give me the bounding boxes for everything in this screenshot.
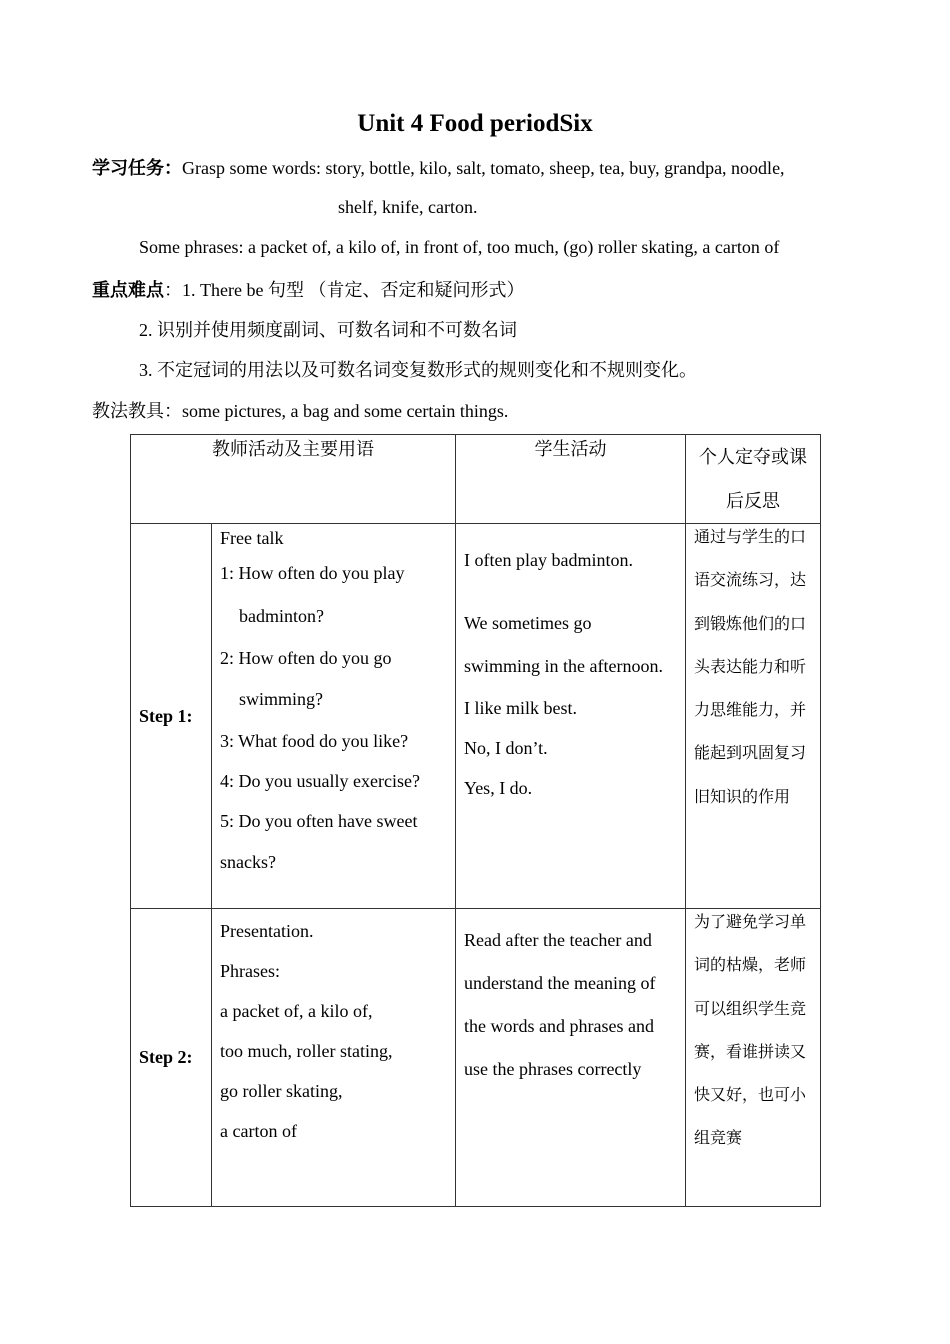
step-2-teacher-line: a packet of, a kilo of, [220, 1001, 373, 1021]
step-2-teacher-line: a carton of [220, 1121, 297, 1141]
step-1-teacher-line: 2: How often do you go [220, 648, 392, 668]
tasks-label: 学习任务： [92, 158, 182, 178]
tasks-phrases: Some phrases: a packet of, a kilo of, in front of, too much, (go) roller skating, a carton of [139, 237, 780, 257]
step-1-student-line: I often play badminton. [464, 550, 633, 570]
lesson-plan-table [130, 434, 821, 1207]
step-1-teacher-line: swimming? [239, 689, 323, 709]
step-1-teacher-cell [212, 524, 456, 909]
table-header-row [131, 435, 821, 524]
step-1-teacher-line: 4: Do you usually exercise? [220, 771, 420, 791]
key-point-1: 1. There be 句型 （肯定、否定和疑问形式） [182, 280, 525, 300]
step-1-student-cell [456, 524, 686, 909]
step-1-note: 通过与学生的口语交流练习，达到锻炼他们的口头表达能力和听力思维能力，并能起到巩固复习旧知识的作用 [694, 529, 807, 806]
step-1-student-line: swimming in the afternoon. [464, 656, 663, 676]
tools-line [92, 397, 508, 423]
key-points-label: 重点难点 [92, 280, 164, 300]
step-2-student-cell [456, 909, 686, 1207]
step-2-note-cell [686, 909, 821, 1207]
tasks-words-continued: shelf, knife, carton. [338, 197, 478, 217]
step-1-student-line: No, I don’t. [464, 738, 548, 758]
step-1-teacher-line: badminton? [239, 606, 324, 626]
step-1-student-line: We sometimes go [464, 613, 592, 633]
tasks-words: Grasp some words: story, bottle, kilo, salt, tomato, sheep, tea, buy, grandpa, noodle, [182, 158, 785, 178]
page-title: Unit 4 Food periodSix [357, 110, 593, 137]
header-reflection-line2: 后反思 [726, 491, 780, 511]
header-reflection-line1: 个人定夺或课 [699, 447, 807, 467]
step-2-student-line: Read after the teacher and [464, 930, 652, 950]
step-1-teacher-line: 1: How often do you play [220, 563, 405, 583]
key-points-line1 [92, 276, 524, 302]
step-1-teacher-line: 5: Do you often have sweet [220, 811, 418, 831]
step-1-teacher-line: Free talk [220, 528, 284, 548]
step-2-teacher-line: go roller skating, [220, 1081, 343, 1101]
step-2-note: 为了避免学习单词的枯燥，老师可以组织学生竞赛，看谁拼读又快又好，也可小组竞赛 [694, 914, 807, 1148]
step-2-label: Step 2: [131, 909, 212, 1207]
header-teacher-activity: 教师活动及主要用语 [131, 435, 456, 524]
step-2-teacher-cell [212, 909, 456, 1207]
step-2-teacher-line: Presentation. [220, 921, 314, 941]
step-1-note-cell [686, 524, 821, 909]
step-1-student-line: I like milk best. [464, 698, 577, 718]
tools-label: 教法教具： [92, 401, 182, 421]
tools-text: some pictures, a bag and some certain things. [182, 401, 509, 421]
step-2-student-line: understand the meaning of [464, 973, 656, 993]
header-student-activity: 学生活动 [456, 435, 686, 524]
tasks-words-line [92, 154, 785, 180]
table-row-step-1 [131, 524, 821, 909]
key-point-3: 3. 不定冠词的用法以及可数名词变复数形式的规则变化和不规则变化。 [139, 360, 697, 380]
header-reflection [686, 435, 821, 524]
step-2-teacher-line: Phrases: [220, 961, 280, 981]
step-1-label: Step 1: [131, 524, 212, 909]
step-1-teacher-line: snacks? [220, 852, 276, 872]
step-2-teacher-line: too much, roller stating, [220, 1041, 393, 1061]
step-1-teacher-line: 3: What food do you like? [220, 731, 409, 751]
step-1-student-line: Yes, I do. [464, 778, 533, 798]
table-row-step-2 [131, 909, 821, 1207]
key-points-colon: ： [164, 280, 182, 300]
step-2-student-line: the words and phrases and [464, 1016, 654, 1036]
key-point-2: 2. 识别并使用频度副词、可数名词和不可数名词 [139, 320, 517, 340]
step-2-student-line: use the phrases correctly [464, 1059, 642, 1079]
